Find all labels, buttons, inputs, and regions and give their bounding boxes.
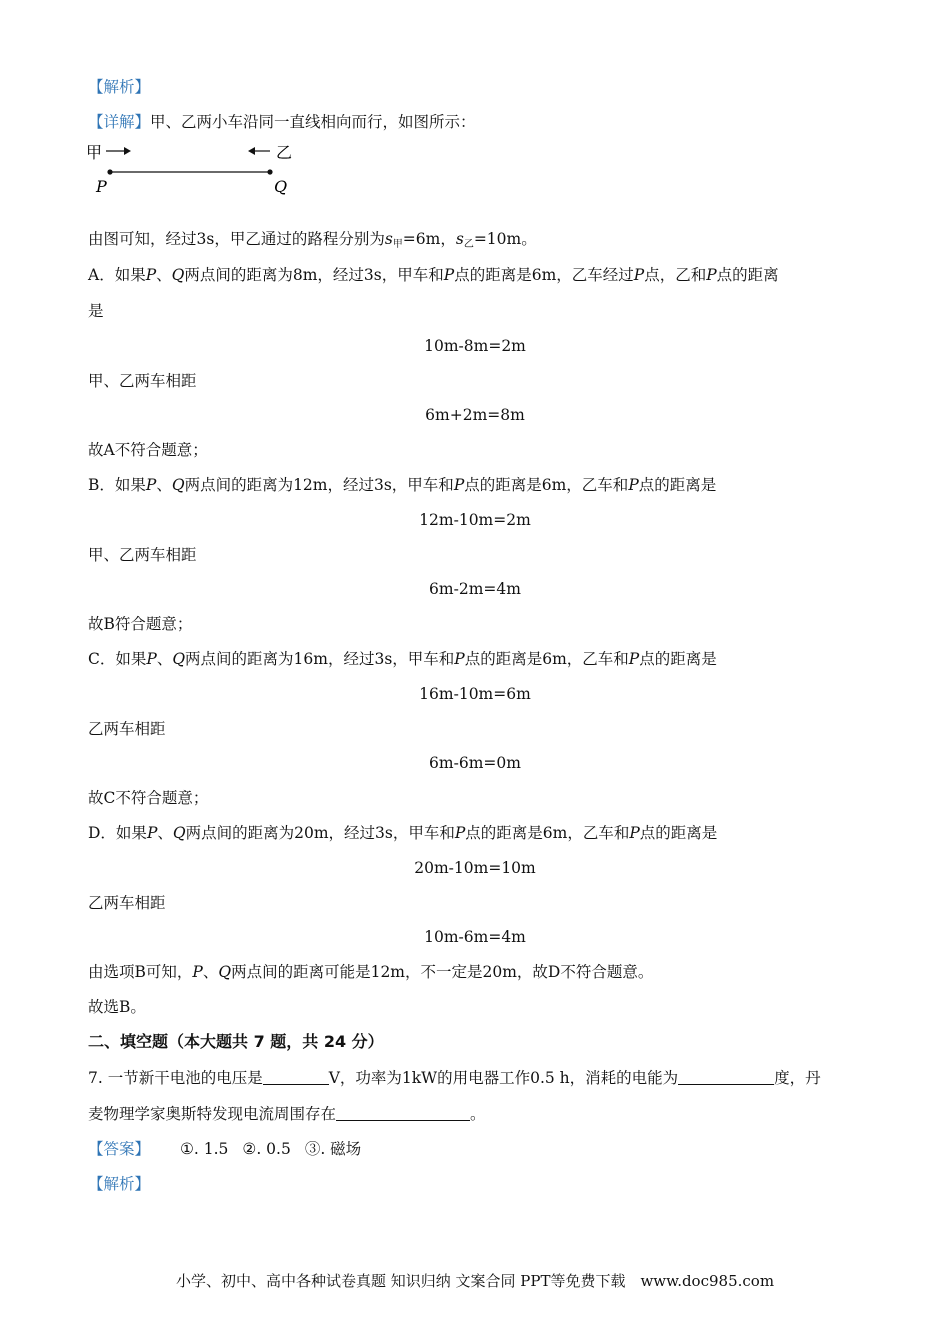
- symbol-p: P: [146, 824, 158, 842]
- text: 、: [202, 963, 219, 981]
- analysis-tag: 【解析】: [88, 78, 151, 96]
- symbol-q: Q: [171, 266, 185, 284]
- option-a-gap-label: 甲、乙两车相距: [88, 372, 197, 390]
- option-b-conclusion: 故B符合题意；: [88, 615, 193, 633]
- text: C．如果: [88, 650, 147, 668]
- question-7-line2: [88, 1104, 486, 1124]
- text: 、: [156, 266, 172, 284]
- text: 两点间的距离为20m，经过3s，甲车和: [185, 824, 455, 842]
- diagram-label-jia: 甲: [86, 143, 103, 162]
- option-a-calc1: 10m-8m=2m: [424, 337, 526, 355]
- option-b-calc1: 12m-10m=2m: [419, 511, 531, 529]
- text: D．如果: [88, 824, 147, 842]
- option-c-conclusion: 故C不符合题意；: [88, 789, 209, 807]
- symbol-s: s: [384, 230, 393, 248]
- text: =10m。: [473, 230, 537, 248]
- text: 、: [157, 824, 173, 842]
- subscript-yi: 乙: [463, 239, 474, 250]
- symbol-p: P: [453, 476, 465, 494]
- option-c-calc1: 16m-10m=6m: [419, 685, 531, 703]
- symbol-p: P: [633, 266, 645, 284]
- option-d-line: [88, 823, 717, 843]
- arrow-left-icon: [248, 147, 255, 155]
- symbol-p: P: [628, 476, 639, 494]
- option-c-calc2: 6m-6m=0m: [429, 754, 521, 772]
- text: V，功率为1kW的用电器工作0.5 h，消耗的电能为: [328, 1069, 679, 1087]
- motion-diagram-svg: [84, 140, 314, 200]
- text: 度，丹: [774, 1069, 821, 1087]
- section-heading: 二、填空题（本大题共 7 题，共 24 分）: [88, 1032, 384, 1051]
- text: 两点间的距离可能是12m，不一定是20m，故D不符合题意。: [231, 963, 654, 981]
- text: 点，乙和: [644, 266, 707, 284]
- option-c-line: [88, 649, 717, 669]
- symbol-q: Q: [172, 650, 186, 668]
- text: =6m，: [402, 230, 456, 248]
- text: 点的距离是6m，乙车和: [464, 476, 629, 494]
- answer-blank-1[interactable]: [263, 1069, 329, 1085]
- text: 、: [156, 650, 173, 668]
- option-b-gap-label: 甲、乙两车相距: [88, 546, 197, 564]
- analysis-tag-2: 【解析】: [88, 1175, 151, 1193]
- option-d-gap-label: 乙两车相距: [88, 894, 166, 912]
- from-graph-line: [88, 229, 537, 255]
- final-line: [88, 962, 653, 982]
- symbol-p: P: [443, 266, 455, 284]
- option-a-line2: 是: [88, 302, 104, 320]
- text: 点的距离是: [639, 824, 718, 842]
- diagram-label-yi: 乙: [276, 143, 293, 162]
- text: 。: [470, 1105, 486, 1123]
- symbol-p: P: [628, 650, 640, 668]
- answer-blank-2[interactable]: [678, 1069, 774, 1085]
- text: A．如果: [88, 266, 146, 284]
- symbol-p: P: [146, 650, 157, 668]
- option-c-gap-label: 乙两车相距: [88, 720, 166, 738]
- text: 两点间的距离为12m，经过3s，甲车和: [184, 476, 454, 494]
- symbol-p: P: [145, 476, 157, 494]
- symbol-p: P: [629, 824, 640, 842]
- answer-line: [88, 1139, 361, 1159]
- symbol-p: P: [192, 963, 203, 981]
- option-d-calc1: 20m-10m=10m: [414, 859, 536, 877]
- detail-line: [88, 112, 476, 132]
- text: 麦物理学家奥斯特发现电流周围存在: [88, 1105, 337, 1123]
- option-a-calc2: 6m+2m=8m: [425, 406, 525, 424]
- symbol-q: Q: [218, 963, 232, 981]
- page-footer: 小学、初中、高中各种试卷真题 知识归纳 文案合同 PPT等免费下载 www.doc985.com: [175, 1272, 775, 1290]
- symbol-p: P: [706, 266, 717, 284]
- detail-text: 甲、乙两小车沿同一直线相向而行，如图所示：: [150, 113, 476, 131]
- symbol-s: s: [455, 230, 464, 248]
- symbol-p: P: [145, 266, 157, 284]
- text: 由选项B可知，: [88, 963, 193, 981]
- arrow-right-icon: [124, 147, 131, 155]
- motion-diagram: [84, 140, 314, 200]
- answer-item: ②. 0.5: [242, 1140, 291, 1158]
- detail-tag: 【详解】: [88, 113, 151, 131]
- diagram-label-p: P: [96, 177, 107, 196]
- option-b-line: [88, 475, 716, 495]
- symbol-p: P: [454, 824, 466, 842]
- text: 点的距离: [716, 266, 779, 284]
- answer-blank-3[interactable]: [336, 1105, 470, 1121]
- point-p-dot: [107, 169, 112, 174]
- text: 、: [156, 476, 172, 494]
- symbol-q: Q: [172, 824, 186, 842]
- text: 两点间的距离为16m，经过3s，甲车和: [185, 650, 455, 668]
- symbol-q: Q: [171, 476, 185, 494]
- subscript-jia: 甲: [392, 239, 403, 250]
- text: 点的距离是6m，乙车和: [464, 650, 629, 668]
- diagram-label-q: Q: [274, 177, 288, 196]
- text: B．如果: [88, 476, 146, 494]
- option-a-line: [88, 265, 779, 285]
- answer-item: ③. 磁场: [304, 1140, 362, 1158]
- final-choice: 故选B。: [88, 998, 146, 1016]
- text: 两点间的距离为8m，经过3s，甲车和: [184, 266, 444, 284]
- text: 点的距离是6m，乙车经过: [454, 266, 634, 284]
- answer-tag: 【答案】: [88, 1140, 151, 1158]
- answer-item: ①. 1.5: [180, 1140, 229, 1158]
- option-b-calc2: 6m-2m=4m: [429, 580, 521, 598]
- option-a-conclusion: 故A不符合题意；: [88, 441, 208, 459]
- text: 7. 一节新干电池的电压是: [88, 1069, 263, 1087]
- symbol-p: P: [454, 650, 465, 668]
- point-q-dot: [267, 169, 272, 174]
- text: 点的距离是6m，乙车和: [465, 824, 630, 842]
- option-d-calc2: 10m-6m=4m: [424, 928, 526, 946]
- text: 点的距离是: [639, 650, 717, 668]
- text: 由图可知，经过3s，甲乙通过的路程分别为: [88, 230, 385, 248]
- question-7-line1: [88, 1068, 821, 1088]
- text: 点的距离是: [638, 476, 717, 494]
